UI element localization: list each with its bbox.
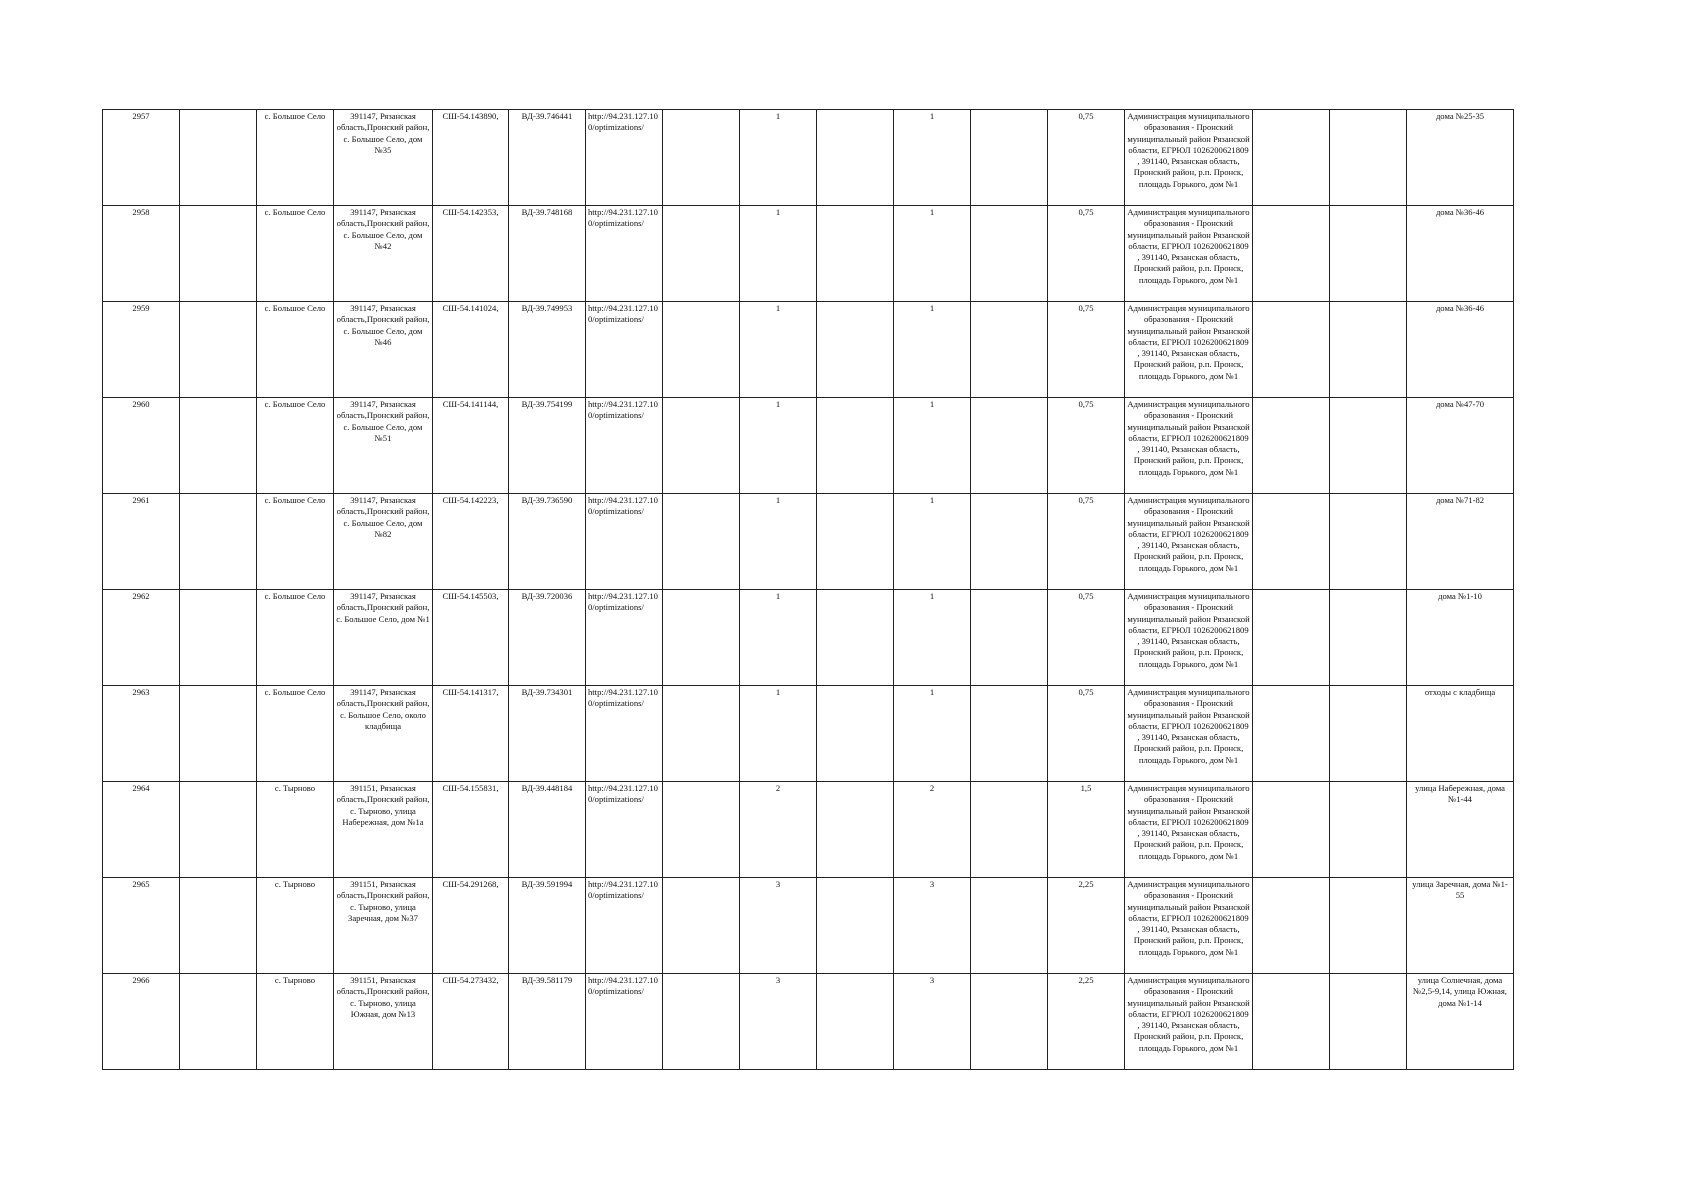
settlement-cell: с. Большое Село xyxy=(257,494,334,590)
empty-cell xyxy=(1330,878,1407,974)
empty-cell xyxy=(1253,782,1330,878)
empty-cell xyxy=(663,302,740,398)
container-count-cell: 2 xyxy=(740,782,817,878)
row-number-cell: 2957 xyxy=(103,110,180,206)
address-cell: 391147, Рязанская область,Пронский район, с. Большое Село, дом №35 xyxy=(334,110,433,206)
latitude-cell: СШ-54.142223, xyxy=(433,494,509,590)
owner-cell: Администрация муниципального образования - Пронский муниципальный район Рязанской области, ЕГРЮЛ 1026200621809 , 391140, Рязанская область, Пронский район, р.п. Пронск, площадь Горького, дом №1 xyxy=(1125,590,1253,686)
table-row xyxy=(103,878,1514,974)
owner-cell: Администрация муниципального образования - Пронский муниципальный район Рязанской области, ЕГРЮЛ 1026200621809 , 391140, Рязанская область, Пронский район, р.п. Пронск, площадь Горького, дом №1 xyxy=(1125,302,1253,398)
settlement-cell: с. Тырново xyxy=(257,974,334,1070)
empty-cell xyxy=(1253,686,1330,782)
longitude-cell: ВД-39.591994 xyxy=(509,878,586,974)
url-cell: http://94.231.127.10 0/optimizations/ xyxy=(586,782,663,878)
empty-cell xyxy=(1330,494,1407,590)
address-cell: 391147, Рязанская область,Пронский район, с. Большое Село, дом №46 xyxy=(334,302,433,398)
empty-cell xyxy=(663,974,740,1070)
url-cell: http://94.231.127.10 0/optimizations/ xyxy=(586,494,663,590)
table-row xyxy=(103,398,1514,494)
address-cell: 391147, Рязанская область,Пронский район, с. Большое Село, дом №51 xyxy=(334,398,433,494)
container-count-cell: 3 xyxy=(740,878,817,974)
empty-cell xyxy=(1330,206,1407,302)
empty-cell xyxy=(1330,782,1407,878)
empty-cell xyxy=(180,494,257,590)
address-cell: 391151, Рязанская область,Пронский район, с. Тырново, улица Заречная, дом №37 xyxy=(334,878,433,974)
owner-cell: Администрация муниципального образования - Пронский муниципальный район Рязанской области, ЕГРЮЛ 1026200621809 , 391140, Рязанская область, Пронский район, р.п. Пронск, площадь Горького, дом №1 xyxy=(1125,398,1253,494)
row-number-cell: 2965 xyxy=(103,878,180,974)
empty-cell xyxy=(1330,686,1407,782)
empty-cell xyxy=(180,686,257,782)
container-count-2-cell: 1 xyxy=(894,110,971,206)
table-row xyxy=(103,206,1514,302)
container-count-cell: 1 xyxy=(740,398,817,494)
longitude-cell: ВД-39.720036 xyxy=(509,590,586,686)
waste-sources-cell: дома №36-46 xyxy=(1407,206,1514,302)
table-row xyxy=(103,590,1514,686)
volume-cell: 0,75 xyxy=(1048,494,1125,590)
empty-cell xyxy=(1330,110,1407,206)
empty-cell xyxy=(817,398,894,494)
empty-cell xyxy=(817,206,894,302)
waste-sources-cell: дома №25-35 xyxy=(1407,110,1514,206)
empty-cell xyxy=(1330,590,1407,686)
empty-cell xyxy=(180,110,257,206)
container-count-2-cell: 3 xyxy=(894,974,971,1070)
address-cell: 391147, Рязанская область,Пронский район, с. Большое Село, дом №82 xyxy=(334,494,433,590)
empty-cell xyxy=(663,494,740,590)
empty-cell xyxy=(971,110,1048,206)
row-number-cell: 2961 xyxy=(103,494,180,590)
container-count-cell: 1 xyxy=(740,494,817,590)
empty-cell xyxy=(817,782,894,878)
settlement-cell: с. Большое Село xyxy=(257,206,334,302)
empty-cell xyxy=(817,974,894,1070)
empty-cell xyxy=(663,590,740,686)
latitude-cell: СШ-54.291268, xyxy=(433,878,509,974)
url-cell: http://94.231.127.10 0/optimizations/ xyxy=(586,398,663,494)
owner-cell: Администрация муниципального образования - Пронский муниципальный район Рязанской области, ЕГРЮЛ 1026200621809 , 391140, Рязанская область, Пронский район, р.п. Пронск, площадь Горького, дом №1 xyxy=(1125,206,1253,302)
volume-cell: 1,5 xyxy=(1048,782,1125,878)
address-cell: 391147, Рязанская область,Пронский район, с. Большое Село, дом №42 xyxy=(334,206,433,302)
container-count-cell: 1 xyxy=(740,302,817,398)
empty-cell xyxy=(1253,974,1330,1070)
url-cell: http://94.231.127.10 0/optimizations/ xyxy=(586,206,663,302)
owner-cell: Администрация муниципального образования - Пронский муниципальный район Рязанской области, ЕГРЮЛ 1026200621809 , 391140, Рязанская область, Пронский район, р.п. Пронск, площадь Горького, дом №1 xyxy=(1125,110,1253,206)
empty-cell xyxy=(817,878,894,974)
waste-sources-cell: дома №36-46 xyxy=(1407,302,1514,398)
address-cell: 391147, Рязанская область,Пронский район, с. Большое Село, дом №1 xyxy=(334,590,433,686)
row-number-cell: 2964 xyxy=(103,782,180,878)
empty-cell xyxy=(180,590,257,686)
container-count-2-cell: 1 xyxy=(894,590,971,686)
address-cell: 391151, Рязанская область,Пронский район, с. Тырново, улица Южная, дом №13 xyxy=(334,974,433,1070)
empty-cell xyxy=(1330,302,1407,398)
container-count-2-cell: 1 xyxy=(894,686,971,782)
table-row xyxy=(103,494,1514,590)
url-cell: http://94.231.127.10 0/optimizations/ xyxy=(586,686,663,782)
volume-cell: 0,75 xyxy=(1048,302,1125,398)
longitude-cell: ВД-39.736590 xyxy=(509,494,586,590)
empty-cell xyxy=(971,782,1048,878)
empty-cell xyxy=(1253,110,1330,206)
longitude-cell: ВД-39.746441 xyxy=(509,110,586,206)
empty-cell xyxy=(817,302,894,398)
container-count-cell: 1 xyxy=(740,686,817,782)
settlement-cell: с. Большое Село xyxy=(257,302,334,398)
address-cell: 391151, Рязанская область,Пронский район, с. Тырново, улица Набережная, дом №1а xyxy=(334,782,433,878)
row-number-cell: 2960 xyxy=(103,398,180,494)
row-number-cell: 2962 xyxy=(103,590,180,686)
empty-cell xyxy=(971,590,1048,686)
empty-cell xyxy=(817,494,894,590)
empty-cell xyxy=(817,590,894,686)
container-count-cell: 1 xyxy=(740,206,817,302)
waste-sources-cell: улица Солнечная, дома №2,5-9,14, улица Южная, дома №1-14 xyxy=(1407,974,1514,1070)
table-row xyxy=(103,302,1514,398)
volume-cell: 2,25 xyxy=(1048,974,1125,1070)
empty-cell xyxy=(663,110,740,206)
container-count-2-cell: 2 xyxy=(894,782,971,878)
volume-cell: 0,75 xyxy=(1048,110,1125,206)
volume-cell: 0,75 xyxy=(1048,206,1125,302)
latitude-cell: СШ-54.155831, xyxy=(433,782,509,878)
empty-cell xyxy=(1330,398,1407,494)
volume-cell: 0,75 xyxy=(1048,398,1125,494)
empty-cell xyxy=(663,782,740,878)
empty-cell xyxy=(1253,206,1330,302)
owner-cell: Администрация муниципального образования - Пронский муниципальный район Рязанской области, ЕГРЮЛ 1026200621809 , 391140, Рязанская область, Пронский район, р.п. Пронск, площадь Горького, дом №1 xyxy=(1125,686,1253,782)
settlement-cell: с. Тырново xyxy=(257,782,334,878)
volume-cell: 2,25 xyxy=(1048,878,1125,974)
longitude-cell: ВД-39.734301 xyxy=(509,686,586,782)
empty-cell xyxy=(817,686,894,782)
empty-cell xyxy=(180,878,257,974)
empty-cell xyxy=(971,686,1048,782)
empty-cell xyxy=(971,302,1048,398)
empty-cell xyxy=(1330,974,1407,1070)
waste-sources-cell: дома №71-82 xyxy=(1407,494,1514,590)
owner-cell: Администрация муниципального образования - Пронский муниципальный район Рязанской области, ЕГРЮЛ 1026200621809 , 391140, Рязанская область, Пронский район, р.п. Пронск, площадь Горького, дом №1 xyxy=(1125,494,1253,590)
settlement-cell: с. Тырново xyxy=(257,878,334,974)
container-count-2-cell: 1 xyxy=(894,302,971,398)
url-cell: http://94.231.127.10 0/optimizations/ xyxy=(586,974,663,1070)
empty-cell xyxy=(1253,302,1330,398)
table-row xyxy=(103,782,1514,878)
latitude-cell: СШ-54.142353, xyxy=(433,206,509,302)
row-number-cell: 2963 xyxy=(103,686,180,782)
registry-table xyxy=(102,109,1514,1070)
empty-cell xyxy=(817,110,894,206)
empty-cell xyxy=(971,398,1048,494)
container-count-2-cell: 1 xyxy=(894,494,971,590)
latitude-cell: СШ-54.141317, xyxy=(433,686,509,782)
waste-sources-cell: улица Заречная, дома №1-55 xyxy=(1407,878,1514,974)
longitude-cell: ВД-39.448184 xyxy=(509,782,586,878)
empty-cell xyxy=(1253,590,1330,686)
owner-cell: Администрация муниципального образования - Пронский муниципальный район Рязанской области, ЕГРЮЛ 1026200621809 , 391140, Рязанская область, Пронский район, р.п. Пронск, площадь Горького, дом №1 xyxy=(1125,974,1253,1070)
container-count-cell: 1 xyxy=(740,590,817,686)
empty-cell xyxy=(971,974,1048,1070)
empty-cell xyxy=(971,494,1048,590)
waste-sources-cell: отходы с кладбища xyxy=(1407,686,1514,782)
row-number-cell: 2958 xyxy=(103,206,180,302)
container-count-2-cell: 1 xyxy=(894,398,971,494)
latitude-cell: СШ-54.143890, xyxy=(433,110,509,206)
row-number-cell: 2966 xyxy=(103,974,180,1070)
empty-cell xyxy=(1253,494,1330,590)
url-cell: http://94.231.127.10 0/optimizations/ xyxy=(586,878,663,974)
settlement-cell: с. Большое Село xyxy=(257,398,334,494)
empty-cell xyxy=(180,302,257,398)
row-number-cell: 2959 xyxy=(103,302,180,398)
latitude-cell: СШ-54.141024, xyxy=(433,302,509,398)
container-count-2-cell: 3 xyxy=(894,878,971,974)
empty-cell xyxy=(180,206,257,302)
empty-cell xyxy=(180,398,257,494)
longitude-cell: ВД-39.748168 xyxy=(509,206,586,302)
address-cell: 391147, Рязанская область,Пронский район, с. Большое Село, около кладбища xyxy=(334,686,433,782)
latitude-cell: СШ-54.141144, xyxy=(433,398,509,494)
empty-cell xyxy=(1253,398,1330,494)
waste-sources-cell: улица Набережная, дома №1-44 xyxy=(1407,782,1514,878)
empty-cell xyxy=(663,398,740,494)
table-row xyxy=(103,686,1514,782)
empty-cell xyxy=(971,206,1048,302)
owner-cell: Администрация муниципального образования - Пронский муниципальный район Рязанской области, ЕГРЮЛ 1026200621809 , 391140, Рязанская область, Пронский район, р.п. Пронск, площадь Горького, дом №1 xyxy=(1125,782,1253,878)
volume-cell: 0,75 xyxy=(1048,686,1125,782)
latitude-cell: СШ-54.273432, xyxy=(433,974,509,1070)
settlement-cell: с. Большое Село xyxy=(257,110,334,206)
settlement-cell: с. Большое Село xyxy=(257,686,334,782)
container-count-2-cell: 1 xyxy=(894,206,971,302)
url-cell: http://94.231.127.10 0/optimizations/ xyxy=(586,110,663,206)
latitude-cell: СШ-54.145503, xyxy=(433,590,509,686)
table-row xyxy=(103,974,1514,1070)
settlement-cell: с. Большое Село xyxy=(257,590,334,686)
container-count-cell: 1 xyxy=(740,110,817,206)
url-cell: http://94.231.127.10 0/optimizations/ xyxy=(586,302,663,398)
longitude-cell: ВД-39.581179 xyxy=(509,974,586,1070)
container-count-cell: 3 xyxy=(740,974,817,1070)
empty-cell xyxy=(1253,878,1330,974)
url-cell: http://94.231.127.10 0/optimizations/ xyxy=(586,590,663,686)
empty-cell xyxy=(663,878,740,974)
empty-cell xyxy=(971,878,1048,974)
longitude-cell: ВД-39.754199 xyxy=(509,398,586,494)
waste-sources-cell: дома №47-70 xyxy=(1407,398,1514,494)
empty-cell xyxy=(180,974,257,1070)
empty-cell xyxy=(663,206,740,302)
owner-cell: Администрация муниципального образования - Пронский муниципальный район Рязанской области, ЕГРЮЛ 1026200621809 , 391140, Рязанская область, Пронский район, р.п. Пронск, площадь Горького, дом №1 xyxy=(1125,878,1253,974)
empty-cell xyxy=(663,686,740,782)
volume-cell: 0,75 xyxy=(1048,590,1125,686)
table-row xyxy=(103,110,1514,206)
empty-cell xyxy=(180,782,257,878)
waste-sources-cell: дома №1-10 xyxy=(1407,590,1514,686)
longitude-cell: ВД-39.749953 xyxy=(509,302,586,398)
